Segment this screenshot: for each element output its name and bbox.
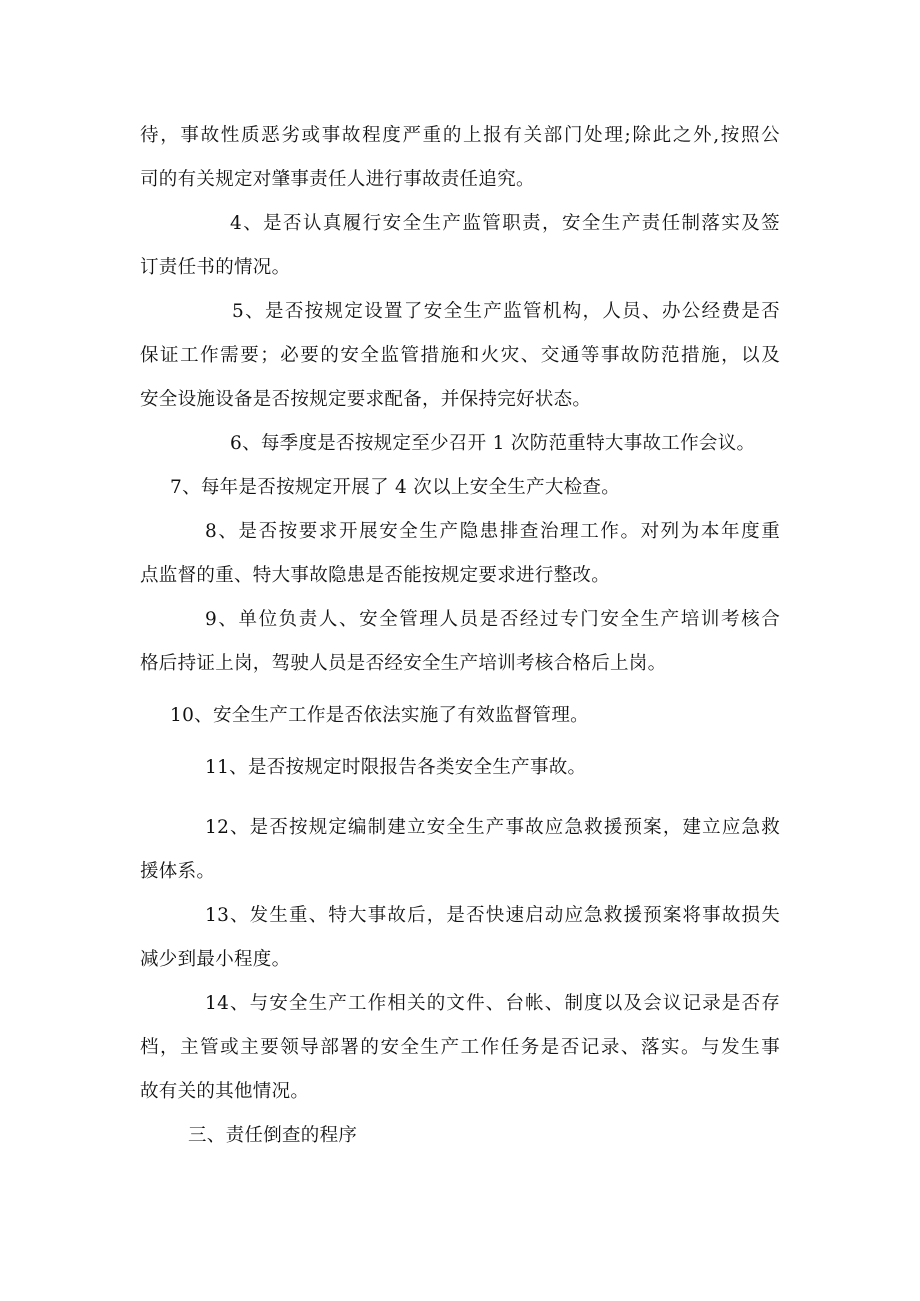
text-line: 11、是否按规定时限报告各类安全生产事故。 bbox=[205, 757, 587, 778]
text-line: 订责任书的情况。 bbox=[140, 257, 291, 278]
section-heading: 三、责任倒查的程序 bbox=[188, 1125, 358, 1146]
text-line: 司的有关规定对肇事责任人进行事故责任追究。 bbox=[140, 169, 535, 190]
text-line: 待，事故性质恶劣或事故程度严重的上报有关部门处理;除此之外,按照公 bbox=[140, 125, 780, 146]
text-line: 档，主管或主要领导部署的安全生产工作任务是否记录、落实。与发生事 bbox=[140, 1037, 780, 1058]
text-line: 5、是否按规定设置了安全生产监管机构，人员、办公经费是否 bbox=[232, 301, 780, 322]
text-line: 4、是否认真履行安全生产监管职责，安全生产责任制落实及签 bbox=[230, 213, 780, 234]
text-line: 6、每季度是否按规定至少召开 1 次防范重特大事故工作会议。 bbox=[230, 433, 756, 454]
text-line: 保证工作需要；必要的安全监管措施和火灾、交通等事故防范措施，以及 bbox=[140, 345, 780, 366]
text-line: 格后持证上岗，驾驶人员是否经安全生产培训考核合格后上岗。 bbox=[140, 653, 667, 674]
text-line: 13、发生重、特大事故后，是否快速启动应急救援预案将事故损失 bbox=[205, 905, 780, 926]
text-line: 安全设施设备是否按规定要求配备，并保持完好状态。 bbox=[140, 389, 592, 410]
text-line: 8、是否按要求开展安全生产隐患排查治理工作。对列为本年度重 bbox=[205, 521, 780, 542]
text-line: 12、是否按规定编制建立安全生产事故应急救援预案，建立应急救 bbox=[205, 817, 780, 838]
text-line: 7、每年是否按规定开展了 4 次以上安全生产大检查。 bbox=[170, 477, 621, 498]
text-line: 故有关的其他情况。 bbox=[140, 1081, 310, 1102]
text-line: 援体系。 bbox=[140, 861, 216, 882]
text-line: 减少到最小程度。 bbox=[140, 949, 291, 970]
text-line: 9、单位负责人、安全管理人员是否经过专门安全生产培训考核合 bbox=[205, 609, 780, 630]
text-line: 点监督的重、特大事故隐患是否能按规定要求进行整改。 bbox=[140, 565, 611, 586]
text-line: 10、安全生产工作是否依法实施了有效监督管理。 bbox=[170, 705, 589, 726]
text-line: 14、与安全生产工作相关的文件、台帐、制度以及会议记录是否存 bbox=[205, 993, 780, 1014]
